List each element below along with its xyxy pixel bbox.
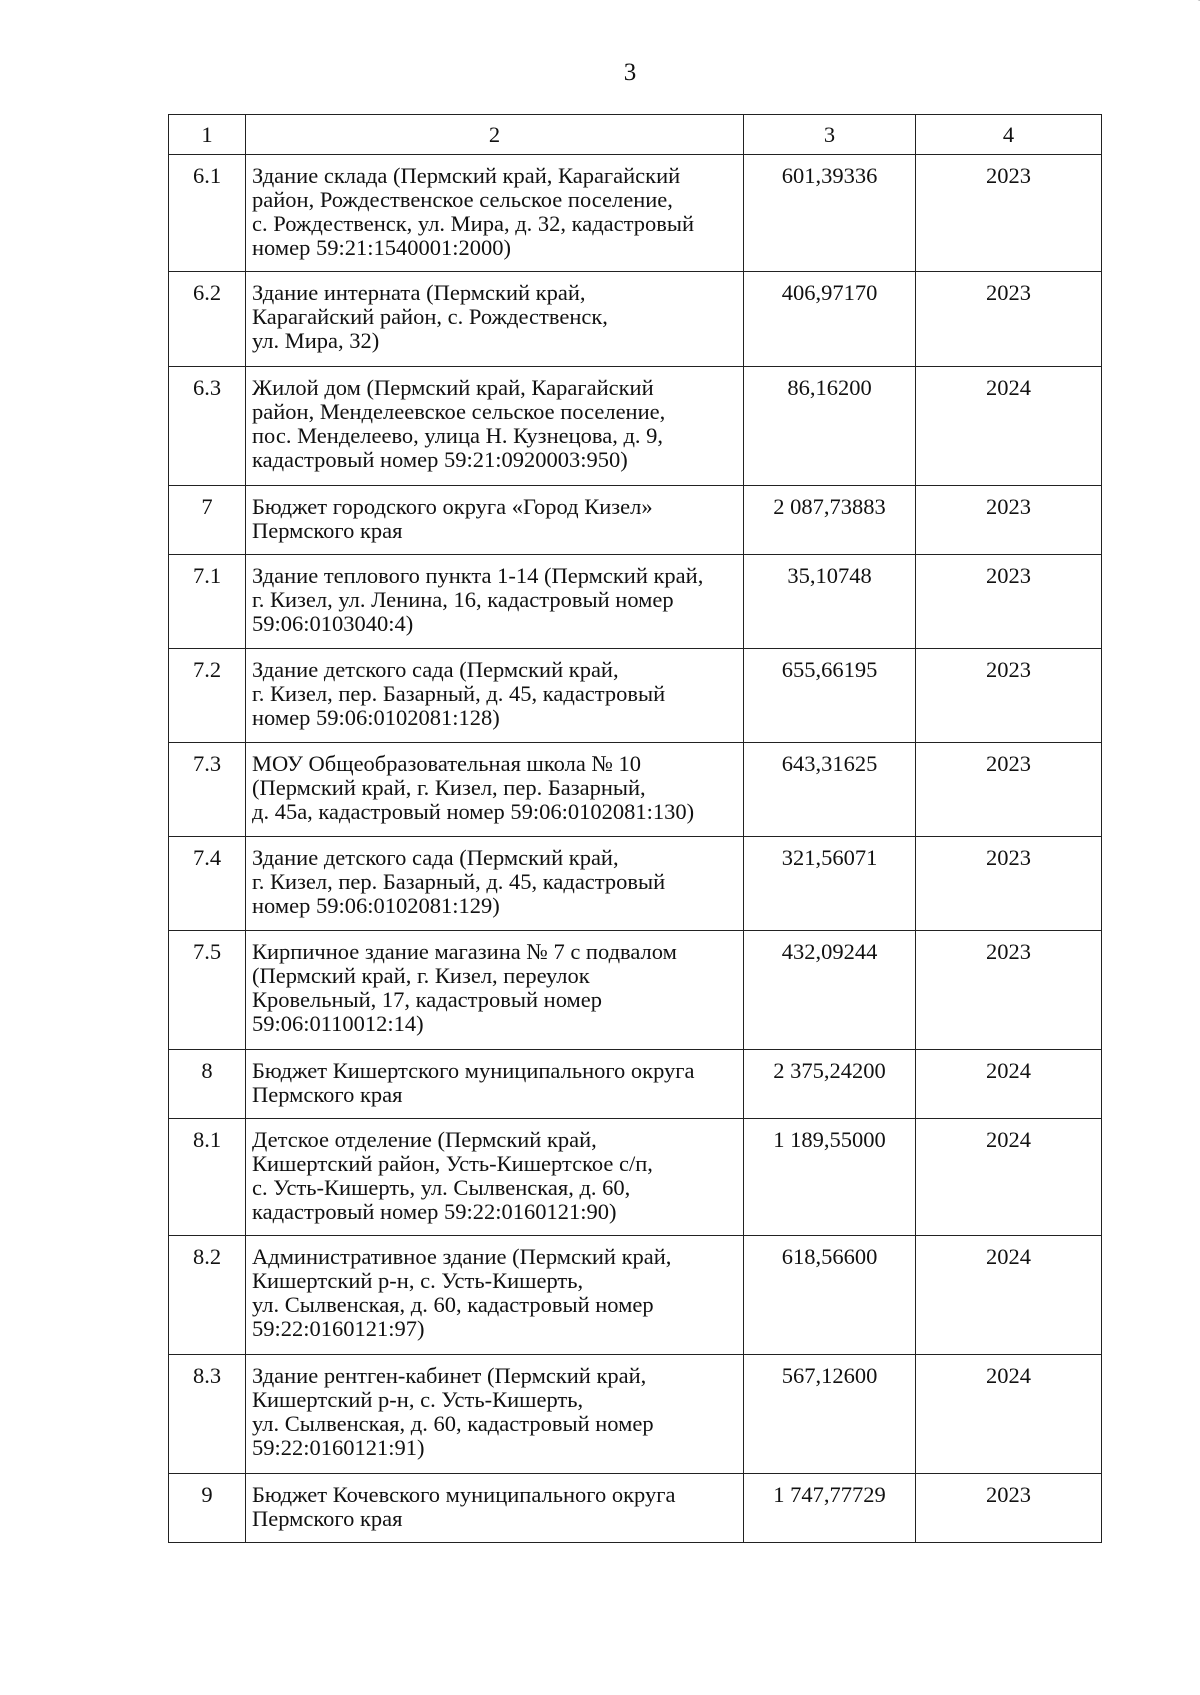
description-line: Кровельный, 17, кадастровый номер [252,987,603,1012]
description-line: (Пермский край, г. Кизел, переулок [252,963,590,988]
row-number-cell: 7.3 [169,743,246,837]
row-description-cell [246,1050,744,1119]
row-amount-cell: 643,31625 [744,743,916,837]
description-line: д. 45а, кадастровый номер 59:06:0102081:130) [252,799,695,824]
row-amount-cell: 2 375,24200 [744,1050,916,1119]
row-number-cell: 7.4 [169,837,246,931]
table-row [169,486,1102,555]
row-year-cell: 2024 [916,1355,1102,1474]
row-number-cell: 8.2 [169,1236,246,1355]
description-line: Кирпичное здание магазина № 7 с подвалом [252,939,677,964]
header-col-2: 2 [246,115,744,155]
row-description-cell [246,272,744,367]
description-line: г. Кизел, пер. Базарный, д. 45, кадастровый [252,869,666,894]
description-line: с. Усть-Кишерть, ул. Сылвенская, д. 60, [252,1175,631,1200]
row-year-cell: 2023 [916,1474,1102,1543]
description-line: Бюджет Кочевского муниципального округа [252,1482,676,1507]
row-year-cell: 2023 [916,931,1102,1050]
description-line: 59:06:0103040:4) [252,611,414,636]
row-year-cell: 2023 [916,272,1102,367]
row-year-cell: 2024 [916,1236,1102,1355]
table-row [169,931,1102,1050]
header-row [169,115,1102,155]
row-amount-cell: 406,97170 [744,272,916,367]
description-line: Бюджет Кишертского муниципального округа [252,1058,695,1083]
row-year-cell: 2024 [916,367,1102,486]
header-col-3: 3 [744,115,916,155]
table-row [169,743,1102,837]
description-line: Бюджет городского округа «Город Кизел» [252,494,653,519]
table-row [169,1050,1102,1119]
row-amount-cell: 567,12600 [744,1355,916,1474]
description-line: г. Кизел, ул. Ленина, 16, кадастровый номер [252,587,674,612]
row-amount-cell: 1 189,55000 [744,1119,916,1236]
description-line: с. Рождественск, ул. Мира, д. 32, кадастровый [252,211,695,236]
table-row [169,367,1102,486]
description-line: Пермского края [252,1506,403,1531]
table-header [169,115,1102,155]
row-number-cell: 8.1 [169,1119,246,1236]
description-line: Здание склада (Пермский край, Карагайский [252,163,681,188]
page-number: 3 [623,59,637,86]
description-line: кадастровый номер 59:21:0920003:950) [252,447,628,472]
row-number-cell: 6.2 [169,272,246,367]
description-line: Здание рентген-кабинет (Пермский край, [252,1363,647,1388]
description-line: номер 59:21:1540001:2000) [252,235,511,260]
row-number-cell: 9 [169,1474,246,1543]
row-description-cell [246,1355,744,1474]
row-description-cell [246,486,744,555]
row-description-cell [246,837,744,931]
row-number-cell: 8.3 [169,1355,246,1474]
table-row [169,1474,1102,1543]
row-description-cell [246,1474,744,1543]
description-line: г. Кизел, пер. Базарный, д. 45, кадастровый [252,681,666,706]
description-line: 59:22:0160121:91) [252,1435,425,1460]
table-row [169,555,1102,649]
description-line: МОУ Общеобразовательная школа № 10 [252,751,642,776]
table-row [169,837,1102,931]
row-description-cell [246,155,744,272]
row-number-cell: 7 [169,486,246,555]
description-line: (Пермский край, г. Кизел, пер. Базарный, [252,775,646,800]
allocation-table [168,114,1102,1543]
row-amount-cell: 2 087,73883 [744,486,916,555]
row-amount-cell: 618,56600 [744,1236,916,1355]
table-row [169,155,1102,272]
row-description-cell [246,555,744,649]
description-line: Жилой дом (Пермский край, Карагайский [252,375,654,400]
row-amount-cell: 1 747,77729 [744,1474,916,1543]
description-line: Пермского края [252,518,403,543]
row-number-cell: 6.3 [169,367,246,486]
row-year-cell: 2024 [916,1050,1102,1119]
description-line: ул. Сылвенская, д. 60, кадастровый номер [252,1411,654,1436]
description-line: номер 59:06:0102081:129) [252,893,500,918]
row-amount-cell: 321,56071 [744,837,916,931]
table-row [169,1355,1102,1474]
row-amount-cell: 432,09244 [744,931,916,1050]
table-row [169,649,1102,743]
description-line: ул. Мира, 32) [252,328,380,353]
description-line: Пермского края [252,1082,403,1107]
row-year-cell: 2023 [916,743,1102,837]
description-line: 59:06:0110012:14) [252,1011,424,1036]
row-number-cell: 6.1 [169,155,246,272]
row-year-cell: 2023 [916,649,1102,743]
row-amount-cell: 35,10748 [744,555,916,649]
description-line: район, Менделеевское сельское поселение, [252,399,666,424]
description-line: Здание теплового пункта 1-14 (Пермский край, [252,563,704,588]
table-row [169,1236,1102,1355]
description-line: Здание интерната (Пермский край, [252,280,586,305]
description-line: район, Рождественское сельское поселение, [252,187,673,212]
row-description-cell [246,931,744,1050]
description-line: пос. Менделеево, улица Н. Кузнецова, д. 9, [252,423,664,448]
description-line: номер 59:06:0102081:128) [252,705,500,730]
row-year-cell: 2023 [916,837,1102,931]
row-number-cell: 7.5 [169,931,246,1050]
description-line: Детское отделение (Пермский край, [252,1127,597,1152]
row-description-cell [246,367,744,486]
header-col-4: 4 [916,115,1102,155]
row-description-cell [246,649,744,743]
description-line: 59:22:0160121:97) [252,1316,425,1341]
description-line: Кишертский район, Усть-Кишертское с/п, [252,1151,653,1176]
row-description-cell [246,1236,744,1355]
description-line: Карагайский район, с. Рождественск, [252,304,608,329]
description-line: ул. Сылвенская, д. 60, кадастровый номер [252,1292,654,1317]
row-number-cell: 7.2 [169,649,246,743]
row-description-cell [246,1119,744,1236]
header-col-1: 1 [169,115,246,155]
description-line: Кишертский р-н, с. Усть-Кишерть, [252,1387,584,1412]
table-row [169,272,1102,367]
row-number-cell: 8 [169,1050,246,1119]
description-line: Здание детского сада (Пермский край, [252,657,619,682]
description-line: кадастровый номер 59:22:0160121:90) [252,1199,617,1224]
scan-edge-mark [1170,0,1200,6]
row-amount-cell: 86,16200 [744,367,916,486]
row-year-cell: 2023 [916,155,1102,272]
row-year-cell: 2024 [916,1119,1102,1236]
row-amount-cell: 601,39336 [744,155,916,272]
description-line: Кишертский р-н, с. Усть-Кишерть, [252,1268,584,1293]
row-description-cell [246,743,744,837]
table-row [169,1119,1102,1236]
row-year-cell: 2023 [916,486,1102,555]
description-line: Административное здание (Пермский край, [252,1244,672,1269]
row-amount-cell: 655,66195 [744,649,916,743]
row-year-cell: 2023 [916,555,1102,649]
table-body [169,155,1102,1543]
description-line: Здание детского сада (Пермский край, [252,845,619,870]
row-number-cell: 7.1 [169,555,246,649]
